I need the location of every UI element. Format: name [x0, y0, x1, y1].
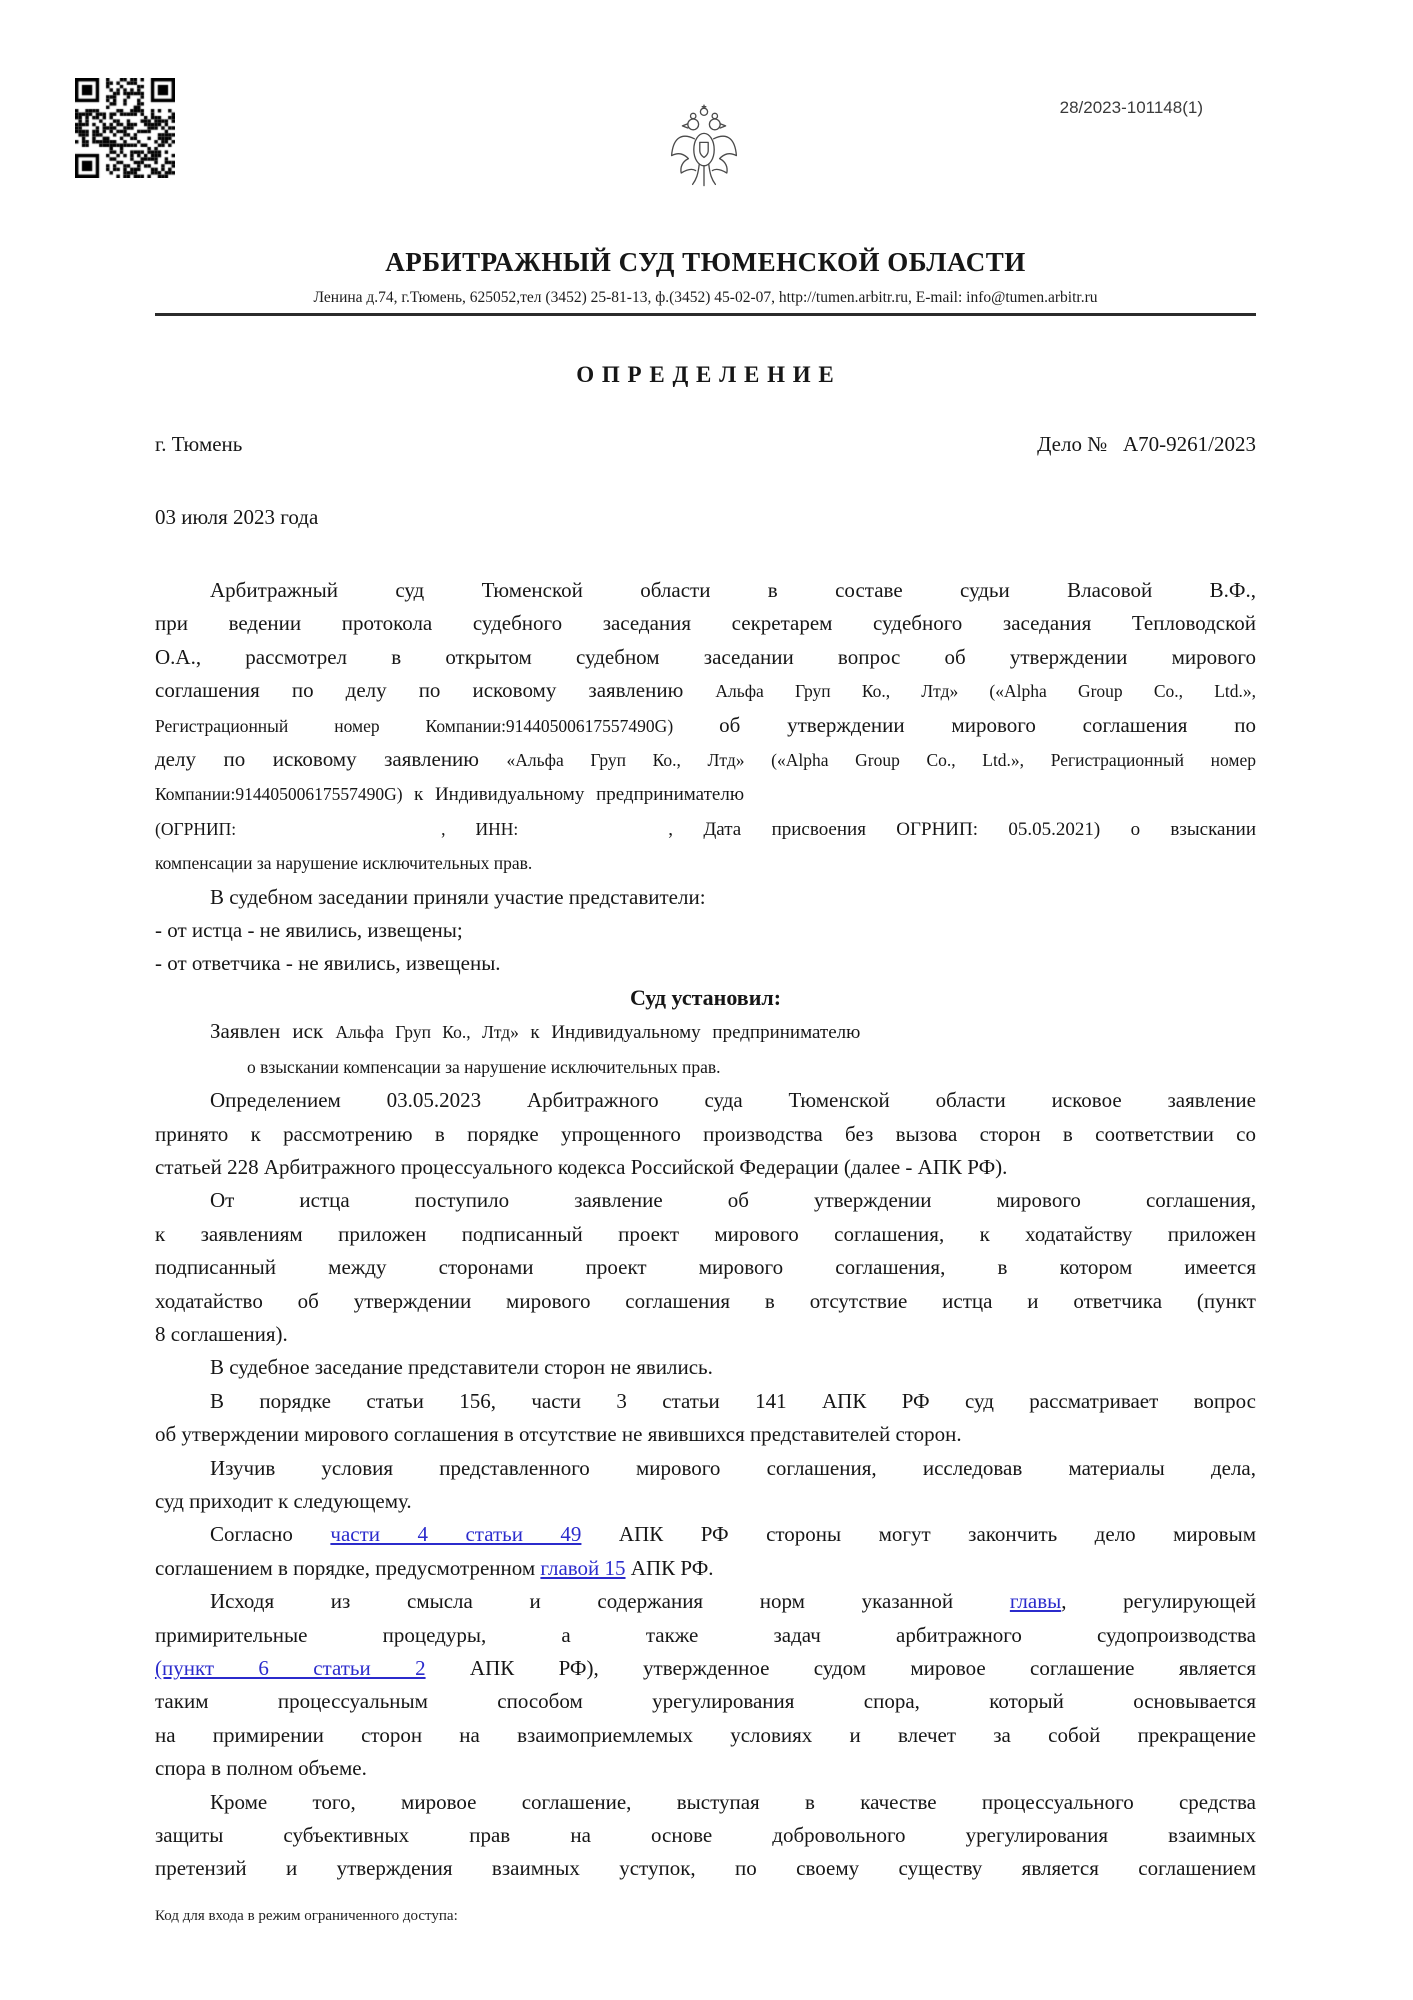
- document-title: О П Р Е Д Е Л Е Н И Е: [576, 362, 835, 387]
- text-line: [155, 1050, 1256, 1084]
- text-run: «Альфа Груп Ко., Лтд» («Alpha Group Co., Ltd.», Регистрационный номер: [506, 750, 1256, 771]
- court-name: АРБИТРАЖНЫЙ СУД ТЮМЕНСКОЙ ОБЛАСТИ: [385, 247, 1026, 277]
- text-line: [155, 1652, 1256, 1685]
- text-run: Определением 03.05.2023 Арбитражного суда Тюменской области исковое заявление: [210, 1088, 1256, 1113]
- text-line: [155, 1719, 1256, 1752]
- text-run: Заявлен иск: [210, 1019, 336, 1044]
- case-meta-row: [155, 428, 1256, 461]
- text-line: [155, 1552, 1256, 1585]
- statute-link[interactable]: главы: [1009, 1589, 1062, 1614]
- text-run: Арбитражный суд Тюменской области в составе судьи Власовой В.Ф.,: [210, 578, 1256, 602]
- text-line: [155, 846, 1256, 880]
- text-line: [155, 1585, 1256, 1618]
- text-run: - от ответчика - не явились, извещены.: [155, 951, 501, 976]
- text-run: об утверждении мирового соглашения в отсутствие не явившихся представителей сторон.: [155, 1422, 962, 1447]
- text-line: [155, 1015, 1256, 1049]
- statute-link[interactable]: (пункт 6 статьи 2: [155, 1656, 426, 1680]
- text-line: [155, 812, 1256, 846]
- text-line: [155, 1852, 1256, 1885]
- text-line: [155, 1685, 1256, 1718]
- text-line: [155, 1318, 1256, 1351]
- text-line: [155, 1151, 1256, 1184]
- text-run: ходатайство об утверждении мирового соглашения в отсутствие истца и ответчика (пункт: [155, 1288, 1256, 1313]
- text-run: делу по исковому заявлению: [155, 747, 507, 772]
- text-run: таким процессуальным способом урегулирования спора, который основывается: [155, 1689, 1256, 1714]
- text-line: [155, 1084, 1256, 1117]
- ruling-date: 03 июля 2023 года: [155, 505, 319, 529]
- text-run: примирительные процедуры, а также задач арбитражного судопроизводства: [155, 1622, 1256, 1647]
- header-divider: [155, 313, 1256, 316]
- text-run: об утверждении мирового соглашения по: [719, 712, 1256, 737]
- redacted-blank: [236, 812, 441, 845]
- text-run: Исходя из смысла и содержания норм указанной: [210, 1589, 1010, 1614]
- text-run: От истца поступило заявление об утверждении мирового соглашения,: [210, 1188, 1256, 1213]
- qr-code: [75, 78, 175, 178]
- statute-link[interactable]: части 4 статьи 49: [330, 1522, 582, 1547]
- text-run: Компании:91440500617557490G): [155, 784, 414, 805]
- text-line: [155, 1786, 1256, 1819]
- text-line: [155, 709, 1256, 743]
- text-run: принято к рассмотрению в порядке упрощенного производства без вызова сторон в соответствии со: [155, 1121, 1256, 1146]
- case-number: Дело № А70-9261/2023: [1037, 432, 1256, 456]
- text-line: [155, 777, 1256, 811]
- text-run: статьей 228 Арбитражного процессуального кодекса Российской Федерации (далее - АПК РФ).: [155, 1154, 1008, 1179]
- text-line: [155, 1184, 1256, 1217]
- text-run: Альфа Груп Ко., Лтд» («Alpha Group Co., Ltd.»,: [715, 681, 1256, 702]
- text-line: [155, 1518, 1256, 1551]
- text-run: о взыскании компенсации за нарушение исключительных прав.: [247, 1056, 721, 1077]
- text-line: [155, 1485, 1256, 1518]
- text-line: [155, 914, 1256, 947]
- text-run: к Индивидуальному предпринимателю: [530, 1022, 861, 1044]
- text-line: [155, 947, 1256, 980]
- court-address: Ленина д.74, г.Тюмень, 625052,тел (3452) 25-81-13, ф.(3452) 45-02-07, http://tumen.arbitr.ru, E-mail: info@tumen.arbitr.ru: [313, 289, 1098, 306]
- text-run: В порядке статьи 156, части 3 статьи 141 АПК РФ суд рассматривает вопрос: [210, 1388, 1256, 1413]
- text-run: Суд установил:: [629, 984, 782, 1010]
- text-line: [155, 881, 1256, 914]
- text-line: [155, 641, 1256, 674]
- text-run: соглашением в порядке, предусмотренном: [155, 1555, 541, 1580]
- document-content: [0, 247, 1413, 1925]
- doc-number: 28/2023-101148(1): [1059, 98, 1203, 117]
- text-line: [155, 1385, 1256, 1418]
- coat-of-arms-icon: [668, 98, 740, 200]
- statute-link[interactable]: главой 15: [540, 1555, 626, 1580]
- text-line: [155, 1351, 1256, 1384]
- text-line: [155, 1418, 1256, 1451]
- text-run: 8 соглашения).: [155, 1321, 288, 1346]
- text-run: - от истца - не явились, извещены;: [155, 918, 463, 943]
- text-run: Изучив условия представленного мирового соглашения, исследовав материалы дела,: [210, 1455, 1256, 1480]
- text-line: [155, 674, 1256, 708]
- text-line: [155, 981, 1256, 1015]
- text-run: защиты субъективных прав на основе добровольного урегулирования взаимных: [155, 1823, 1256, 1848]
- text-run: , ИНН:: [441, 818, 519, 839]
- text-run: к Индивидуальному предпринимателю: [413, 784, 745, 806]
- text-run: суд приходит к следующему.: [155, 1488, 412, 1513]
- text-run: АПК РФ стороны могут закончить дело мировым: [581, 1522, 1256, 1547]
- text-run: на примирении сторон на взаимоприемлемых условиях и влечет за собой прекращение: [155, 1722, 1256, 1747]
- text-run: компенсации за нарушение исключительных прав.: [155, 853, 533, 874]
- text-line: [155, 743, 1256, 777]
- text-run: подписанный между сторонами проект мирового соглашения, в котором имеется: [155, 1255, 1256, 1280]
- text-line: [155, 1819, 1256, 1852]
- text-run: спора в полном объеме.: [155, 1756, 367, 1781]
- text-run: претензий и утверждения взаимных уступок, по своему существу является соглашением: [155, 1856, 1256, 1881]
- text-run: (ОГРНИП:: [155, 818, 237, 839]
- text-run: АПК РФ.: [625, 1555, 714, 1580]
- text-run: О.А., рассмотрел в открытом судебном заседании вопрос об утверждении мирового: [155, 644, 1256, 669]
- text-line: [155, 1619, 1256, 1652]
- text-line: [155, 1285, 1256, 1318]
- text-run: АПК РФ), утвержденное судом мировое соглашение является: [425, 1656, 1256, 1680]
- text-run: , Дата присвоения ОГРНИП: 05.05.2021) о взыскании: [668, 818, 1256, 840]
- text-run: В судебном заседании приняли участие представители:: [210, 884, 706, 909]
- text-line: [155, 574, 1256, 607]
- text-run: к заявлениям приложен подписанный проект мирового соглашения, к ходатайству приложен: [155, 1221, 1256, 1246]
- text-line: [155, 1118, 1256, 1151]
- city: г. Тюмень: [155, 432, 243, 456]
- text-run: Альфа Груп Ко., Лтд»: [335, 1022, 531, 1043]
- text-run: В судебное заседание представители сторон не явились.: [210, 1355, 713, 1380]
- text-line: [155, 607, 1256, 640]
- document-body: [155, 574, 1256, 1886]
- text-line: [155, 1752, 1256, 1785]
- text-run: Кроме того, мировое соглашение, выступая в качестве процессуального средства: [210, 1789, 1256, 1814]
- text-line: [155, 1218, 1256, 1251]
- footer-access-code: Код для входа в режим ограниченного доступа:: [155, 1907, 458, 1924]
- redacted-blank: [518, 812, 668, 845]
- text-line: [155, 1251, 1256, 1284]
- text-line: [155, 1452, 1256, 1485]
- text-run: , регулирующей: [1061, 1589, 1257, 1614]
- text-run: Регистрационный номер Компании:91440500617557490G): [155, 715, 720, 736]
- text-run: при ведении протокола судебного заседания секретарем судебного заседания Тепловодской: [155, 611, 1256, 636]
- text-run: Согласно: [210, 1522, 331, 1547]
- text-run: соглашения по делу по исковому заявлению: [155, 678, 716, 703]
